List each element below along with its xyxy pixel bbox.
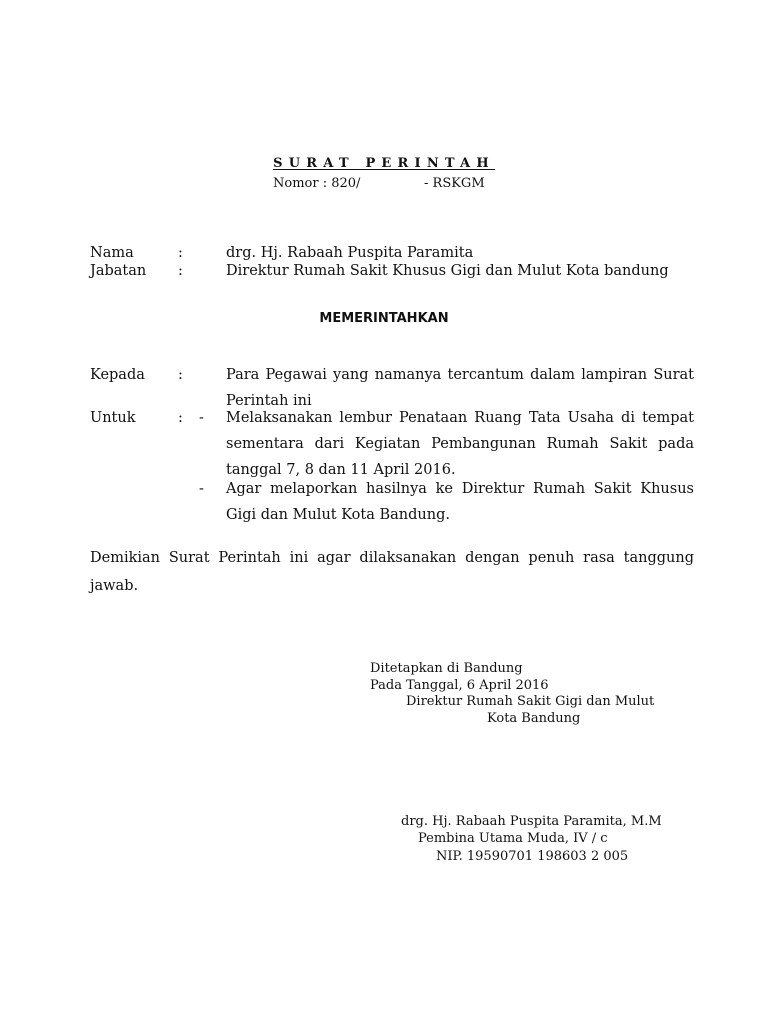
signatory-rank: Pembina Utama Muda, IV / c	[418, 831, 608, 846]
untuk-colon: :	[178, 410, 183, 426]
item-2-line-2: Gigi dan Mulut Kota Bandung.	[226, 507, 450, 523]
signatory-nip: NIP. 19590701 198603 2 005	[436, 849, 629, 864]
signature-position-2: Kota Bandung	[487, 711, 581, 726]
item-1-line-3: tanggal 7, 8 dan 11 April 2016.	[226, 462, 456, 478]
document-number: Nomor : 820/	[273, 176, 361, 191]
jabatan-colon: :	[178, 263, 183, 279]
nama-label: Nama	[90, 245, 134, 261]
kepada-label: Kepada	[90, 367, 145, 383]
jabatan-label: Jabatan	[90, 263, 147, 279]
untuk-label: Untuk	[90, 410, 136, 426]
signature-position-1: Direktur Rumah Sakit Gigi dan Mulut	[406, 694, 655, 709]
item-1-dash: -	[199, 410, 204, 426]
document-title: SURAT PERINTAH	[273, 156, 495, 171]
closing-line-1: Demikian Surat Perintah ini agar dilaksanakan dengan penuh rasa tanggung	[90, 550, 694, 566]
item-1-line-1: Melaksanakan lembur Penataan Ruang Tata Usaha di tempat	[226, 410, 694, 426]
kepada-line-2: Perintah ini	[226, 393, 312, 409]
document-number-suffix: - RSKGM	[424, 176, 485, 191]
item-2-line-1: Agar melaporkan hasilnya ke Direktur Rumah Sakit Khusus	[226, 481, 694, 497]
command-heading: MEMERINTAHKAN	[319, 311, 449, 326]
item-2-dash: -	[199, 481, 204, 497]
kepada-colon: :	[178, 367, 183, 383]
kepada-line-1: Para Pegawai yang namanya tercantum dalam lampiran Surat	[226, 367, 694, 383]
nama-colon: :	[178, 245, 183, 261]
nama-value: drg. Hj. Rabaah Puspita Paramita	[226, 245, 474, 261]
closing-line-2: jawab.	[90, 578, 139, 594]
item-1-line-2: sementara dari Kegiatan Pembangunan Rumah Sakit pada	[226, 436, 694, 452]
signatory-name: drg. Hj. Rabaah Puspita Paramita, M.M	[401, 814, 662, 829]
signature-date: Pada Tanggal, 6 April 2016	[370, 678, 549, 693]
signature-place: Ditetapkan di Bandung	[370, 661, 523, 676]
jabatan-value: Direktur Rumah Sakit Khusus Gigi dan Mulut Kota bandung	[226, 263, 669, 279]
